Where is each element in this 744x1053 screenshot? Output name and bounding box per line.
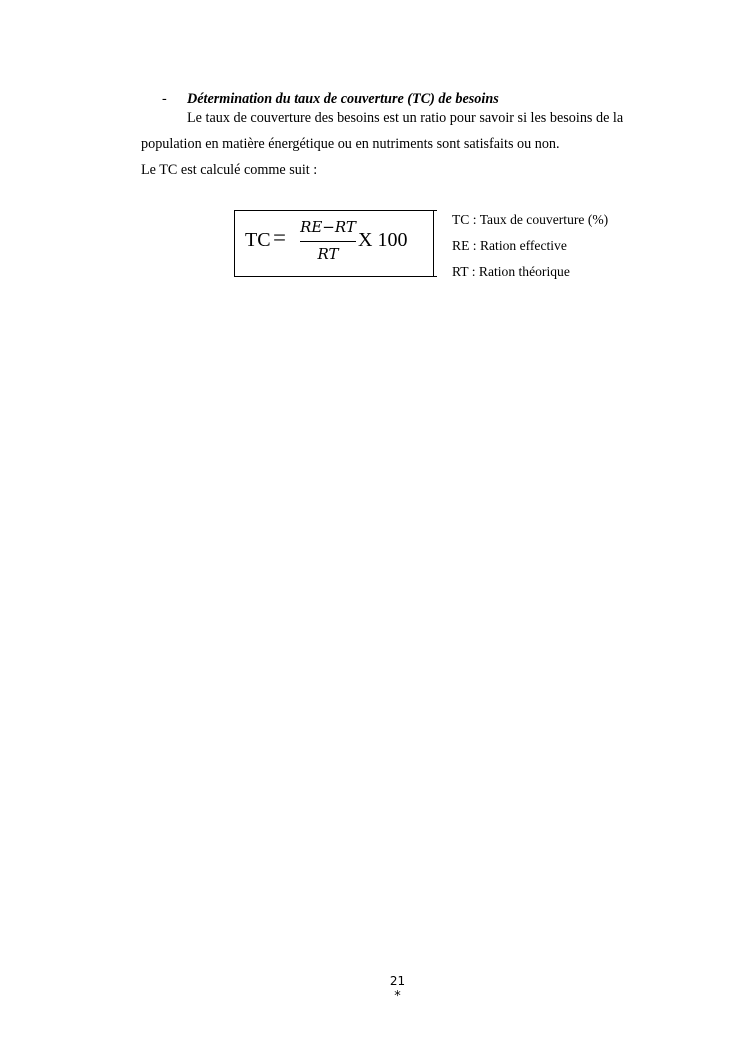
formula-denominator: RT [317, 245, 339, 263]
legend-rt: RT : Ration théorique [452, 264, 570, 279]
fraction-bar [300, 241, 356, 242]
legend-tc: TC : Taux de couverture (%) [452, 212, 609, 227]
paragraph-line-2: population en matière énergétique ou en nutriments sont satisfaits ou non. [141, 136, 560, 152]
formula-numerator: RE−RT [300, 218, 356, 236]
formula-multiplier: X 100 [358, 229, 408, 251]
box-corner-mark [434, 276, 437, 277]
paragraph-line-3: Le TC est calculé comme suit : [141, 162, 318, 178]
formula-box [234, 210, 434, 277]
bullet-dash: - [162, 91, 167, 107]
box-corner-mark [434, 210, 437, 211]
page-number: 21 [389, 974, 406, 988]
legend-re: RE : Ration effective [452, 238, 567, 253]
section-heading: Détermination du taux de couverture (TC) de besoins [187, 91, 499, 107]
paragraph-line-1: Le taux de couverture des besoins est un ratio pour savoir si les besoins de la [187, 110, 624, 126]
formula-fraction [300, 218, 356, 264]
formula-lhs: TC [245, 229, 271, 251]
formula-equals: = [273, 225, 286, 250]
footer-mark: * [394, 989, 401, 1004]
